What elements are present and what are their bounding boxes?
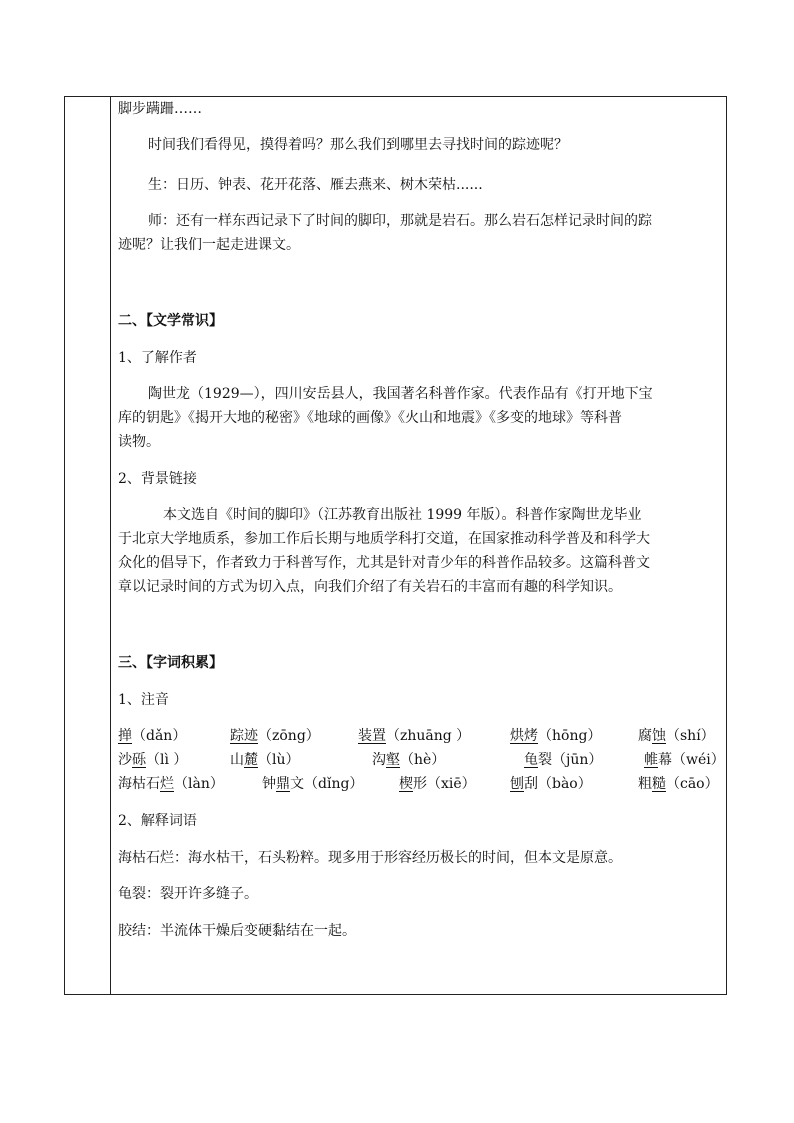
pinyin-item: 踪迹（zōng） [230,728,320,744]
pinyin-item: 沙砾（lì ） [118,752,188,768]
pinyin-row-2 [118,748,725,772]
table-left-column [65,97,111,994]
section3-heading: 三、【字词积累】 [118,655,223,671]
pinyin-item: 刨刮（bào） [510,776,592,792]
pinyin-item: 楔形（xiē） [399,776,476,792]
pinyin-item: 钟鼎文（dǐng） [262,776,364,792]
section2-sub1: 1、了解作者 [118,350,197,366]
author-line-b: 库的钥匙》《揭开大地的秘密》《地球的画像》《火山和地震》《多变的地球》等科普 [118,410,622,426]
definition-1: 海枯石烂：海水枯干，石头粉粹。现多用于形容经历极长的时间，但本文是原意。 [118,850,622,866]
background-line-c: 众化的倡导下，作者致力于科普写作，尤其是针对青少年的科普作品较多。这篇科普文 [118,555,650,571]
intro-line-1: 时间我们看得见，摸得着吗？那么我们到哪里去寻找时间的踪迹呢？ [148,137,568,153]
pinyin-item: 山麓（lù） [230,752,300,768]
pinyin-row-1 [118,724,722,748]
background-line-d: 章以记录时间的方式为切入点，向我们介绍了有关岩石的丰富而有趣的科学知识。 [118,579,622,595]
lesson-table [64,96,727,995]
pinyin-row-3 [118,772,722,796]
pinyin-item: 龟裂（jūn） [524,752,603,768]
definition-3: 胶结：半流体干燥后变硬黏结在一起。 [118,923,356,939]
intro-line-3a: 师：还有一样东西记录下了时间的脚印，那就是岩石。那么岩石怎样记录时间的踪 [148,213,652,229]
background-line-b: 于北京大学地质系，参加工作后长期与地质学科打交道，在国家推动科学普及和科学大 [118,531,650,547]
pinyin-item: 帷幕（wéi） [644,752,725,768]
definition-2: 龟裂：裂开许多缝子。 [118,886,258,902]
pinyin-item: 掸（dǎn） [118,728,187,744]
pinyin-item: 粗糙（cāo） [638,776,719,792]
section3-sub1: 1、注音 [118,692,169,708]
pinyin-item: 烘烤（hōng） [510,728,602,744]
pinyin-item: 沟壑（hè） [372,752,446,768]
intro-line-2: 生：日历、钟表、花开花落、雁去燕来、树木荣枯...... [148,177,483,193]
background-line-a: 本文选自《时间的脚印》（江苏教育出版社 1999 年版）。科普作家陶世龙毕业 [163,507,642,523]
pinyin-item: 腐蚀（shí） [638,728,715,744]
intro-line-0: 脚步蹒跚…… [118,101,202,117]
pinyin-item: 海枯石烂（làn） [118,776,224,792]
author-line-a: 陶世龙（1929—），四川安岳县人，我国著名科普作家。代表作品有《打开地下宝 [148,386,653,402]
pinyin-item: 装置（zhuāng ） [358,728,471,744]
intro-line-3b: 迹呢？让我们一起走进课文。 [118,237,300,253]
section2-sub2: 2、背景链接 [118,471,197,487]
section3-sub2: 2、解释词语 [118,813,197,829]
author-line-c: 读物。 [118,434,160,450]
section2-heading: 二、【文学常识】 [118,313,223,329]
